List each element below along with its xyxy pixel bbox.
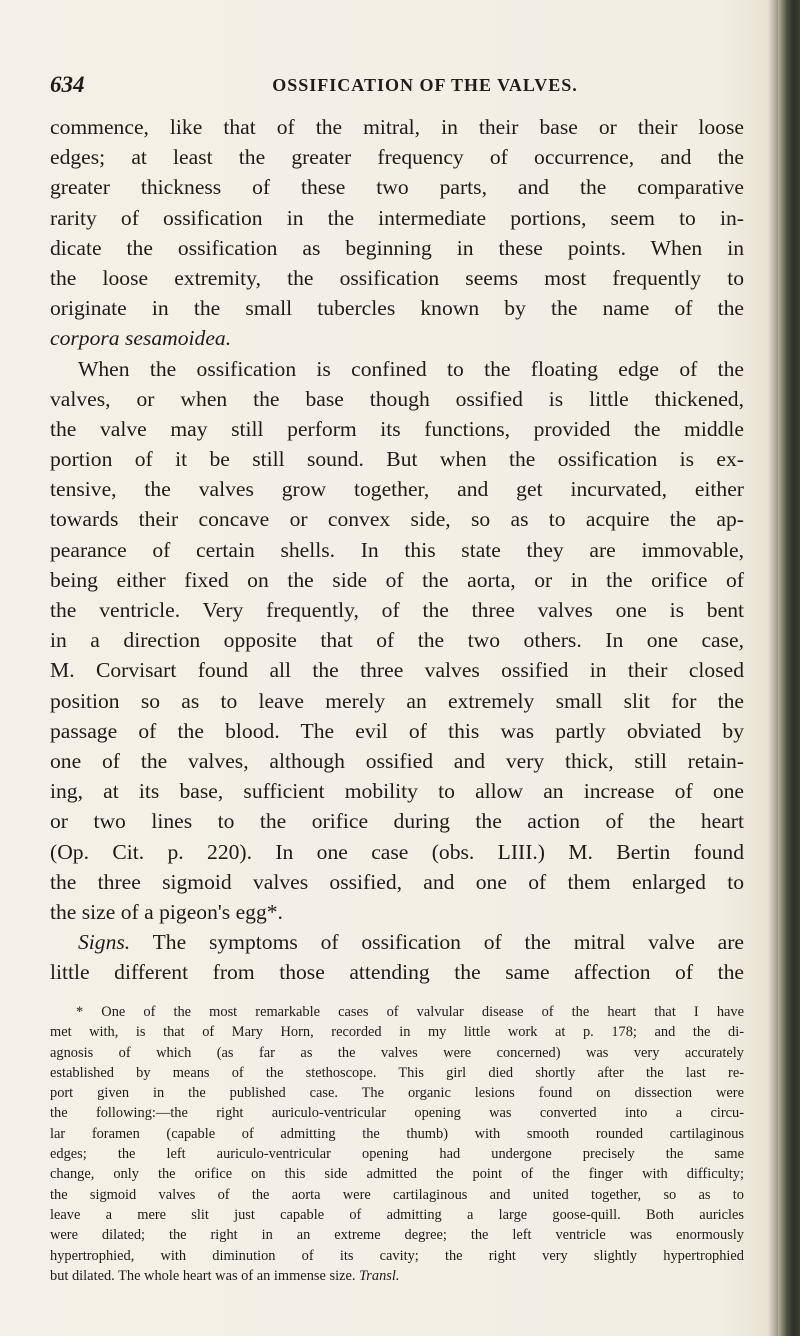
body-line-signs: Signs. The symptoms of ossification of the mitral valve are [78,930,744,955]
running-head: OSSIFICATION OF THE VALVES. [272,75,578,95]
page-number: 634 [50,72,85,97]
body-line: position so as to leave merely an extremely small slit for the [50,688,744,713]
body-line: little different from those attending the same affection of the [50,960,744,985]
body-line: originate in the small tubercles known by the name of the [50,296,744,321]
footnote-last-text: but dilated. The whole heart was of an immense size. [50,1267,356,1284]
signs-heading: Signs. [78,930,131,955]
page-binding-edge [778,0,800,1336]
body-line: edges; at least the greater frequency of occurrence, and the [50,145,744,170]
page-header [50,72,750,102]
footnote-line: port given in the published case. The organic lesions found on dissection were [50,1085,744,1102]
footnote-line: lar foramen (capable of admitting the thumb) with smooth rounded cartilaginous [50,1125,744,1142]
body-line: rarity of ossification in the intermediate portions, seem to in- [50,205,744,230]
body-line: the loose extremity, the ossification seems most frequently to [50,265,744,290]
footnote-line: * One of the most remarkable cases of valvular disease of the heart that I have [76,1004,744,1020]
body-line: in a direction opposite that of the two others. In one case, [50,628,744,653]
body-line: one of the valves, although ossified and very thick, still retain- [50,748,744,773]
body-line: ing, at its base, sufficient mobility to allow an increase of one [50,779,744,804]
footnote-line: change, only the orifice on this side admitted the point of the finger with difficulty; [50,1166,744,1183]
footnote-signature: Transl. [359,1267,400,1284]
body-line: the valve may still perform its functions, provided the middle [50,416,744,441]
body-line: or two lines to the orifice during the action of the heart [50,809,744,834]
footnote [50,1002,744,1286]
footnote-line: agnosis of which (as far as the valves were concerned) was very accurately [50,1044,744,1061]
footnote-line: leave a mere slit just capable of admitting a large goose-quill. Both auricles [50,1206,744,1223]
footnote-line: met with, is that of Mary Horn, recorded in my little work at p. 178; and the di- [50,1024,744,1041]
body-line: tensive, the valves grow together, and get incurvated, either [50,477,744,502]
body-line: greater thickness of these two parts, and the comparative [50,175,744,200]
body-line: valves, or when the base though ossified is little thickened, [50,386,744,411]
footnote-line: edges; the left auriculo-ventricular opening had undergone precisely the same [50,1146,744,1163]
body-line: commence, like that of the mitral, in their base or their loose [50,115,744,139]
body-line: the size of a pigeon's egg*. [50,899,283,924]
footnote-line: the sigmoid valves of the aorta were cartilaginous and united together, so as to [50,1186,744,1203]
footnote-line: established by means of the stethoscope. This girl died shortly after the last re- [50,1064,744,1081]
body-line: towards their concave or convex side, so as to acquire the ap- [50,507,744,532]
footnote-line: were dilated; the right in an extreme degree; the left ventricle was enormously [50,1227,744,1244]
body-text [50,112,744,987]
body-line: pearance of certain shells. In this state they are immovable, [50,537,744,562]
body-line: When the ossification is confined to the floating edge of the [78,356,744,381]
footnote-line: hypertrophied, with diminution of its cavity; the right very slightly hypertrophied [50,1247,744,1264]
body-line: dicate the ossification as beginning in these points. When in [50,235,744,260]
body-line: being either fixed on the side of the aorta, or in the orifice of [50,567,744,592]
body-line: the three sigmoid valves ossified, and one of them enlarged to [50,869,744,894]
body-line: the ventricle. Very frequently, of the three valves one is bent [50,598,744,622]
body-line: passage of the blood. The evil of this was partly obviated by [50,718,744,743]
footnote-line: the following:—the right auriculo-ventricular opening was converted into a circu- [50,1105,744,1122]
body-line: (Op. Cit. p. 220). In one case (obs. LIII.) M. Bertin found [50,839,744,864]
body-line: M. Corvisart found all the three valves ossified in their closed [50,658,744,683]
footnote-line-last [50,1266,744,1286]
body-line-italic: corpora sesamoidea. [50,326,232,351]
body-line: portion of it be still sound. But when the ossification is ex- [50,447,744,472]
